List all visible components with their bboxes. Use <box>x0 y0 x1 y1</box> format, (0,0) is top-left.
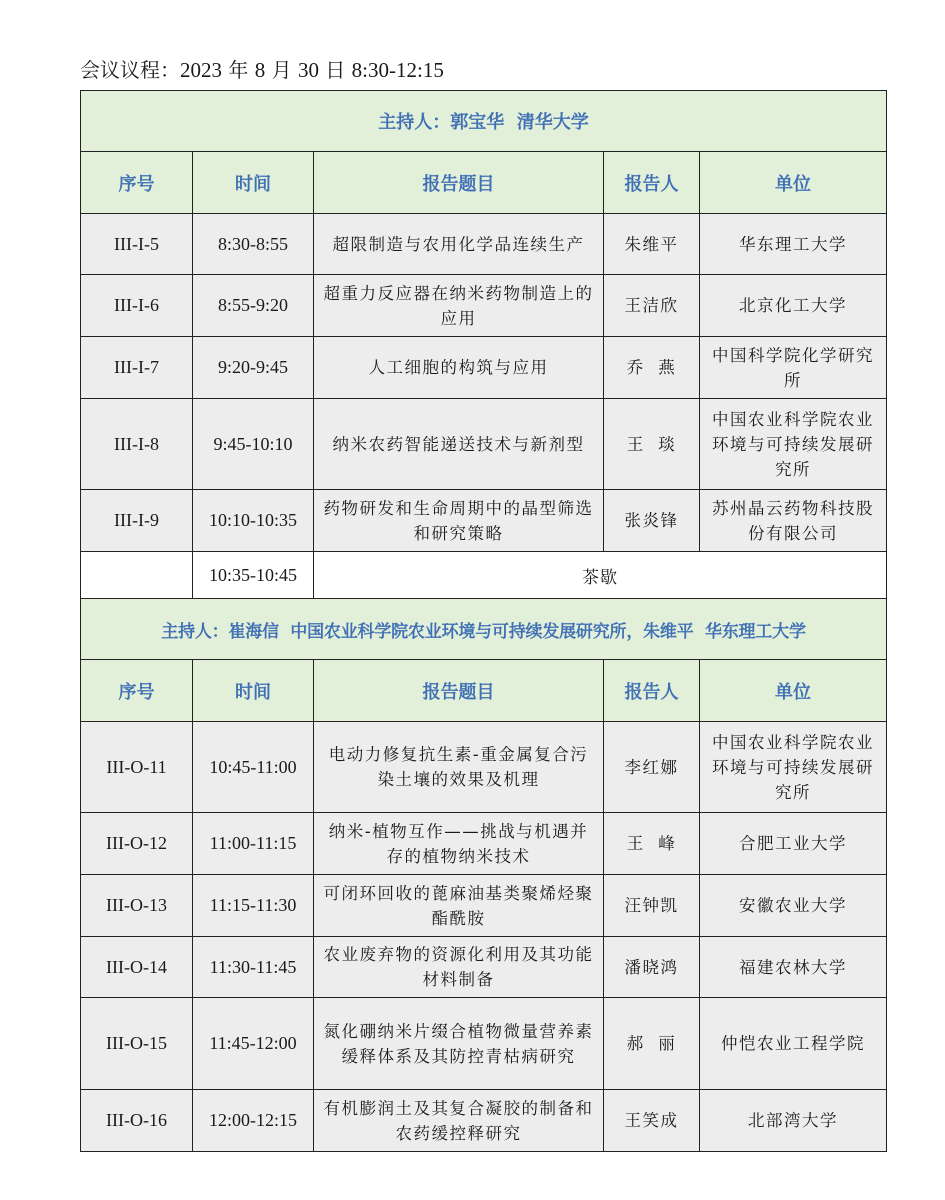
agenda-table <box>80 90 887 1152</box>
talk-id: III-I-6 <box>81 275 193 337</box>
talk-id: III-O-16 <box>81 1090 193 1152</box>
talk-speaker: 朱维平 <box>604 214 700 275</box>
talk-time: 11:15-11:30 <box>193 875 314 937</box>
talk-topic: 电动力修复抗生素-重金属复合污染土壤的效果及机理 <box>314 722 604 813</box>
talk-time: 12:00-12:15 <box>193 1090 314 1152</box>
talk-org: 苏州晶云药物科技股份有限公司 <box>700 490 887 552</box>
tea-break-row <box>81 552 887 599</box>
table-row <box>81 722 887 813</box>
talk-topic: 超重力反应器在纳米药物制造上的应用 <box>314 275 604 337</box>
session2-host: 主持人：崔海信 中国农业科学院农业环境与可持续发展研究所，朱维平 华东理工大学 <box>81 599 887 660</box>
talk-speaker: 汪钟凯 <box>604 875 700 937</box>
title-label: 会议议程： <box>80 58 180 82</box>
talk-time: 8:30-8:55 <box>193 214 314 275</box>
header-id: 序号 <box>81 152 193 214</box>
header-time: 时间 <box>193 660 314 722</box>
title-year: 2023 <box>180 58 222 82</box>
session2-header-row <box>81 660 887 722</box>
talk-id: III-O-13 <box>81 875 193 937</box>
title-day-unit: 日 <box>325 58 346 82</box>
talk-id: III-I-5 <box>81 214 193 275</box>
talk-time: 10:45-11:00 <box>193 722 314 813</box>
talk-time: 9:20-9:45 <box>193 337 314 399</box>
tea-break-label: 茶歇 <box>314 552 887 599</box>
header-org: 单位 <box>700 660 887 722</box>
talk-id: III-O-15 <box>81 998 193 1090</box>
talk-speaker: 郝 丽 <box>604 998 700 1090</box>
talk-time: 10:10-10:35 <box>193 490 314 552</box>
talk-topic: 农业废弃物的资源化利用及其功能材料制备 <box>314 937 604 998</box>
talk-speaker: 潘晓鸿 <box>604 937 700 998</box>
tea-break-blank <box>81 552 193 599</box>
talk-speaker: 张炎锋 <box>604 490 700 552</box>
tea-break-time: 10:35-10:45 <box>193 552 314 599</box>
talk-topic: 人工细胞的构筑与应用 <box>314 337 604 399</box>
table-row <box>81 275 887 337</box>
header-speaker: 报告人 <box>604 152 700 214</box>
talk-time: 11:30-11:45 <box>193 937 314 998</box>
talk-speaker: 李红娜 <box>604 722 700 813</box>
title-year-unit: 年 <box>228 58 249 82</box>
talk-topic: 可闭环回收的蓖麻油基类聚烯烃聚酯酰胺 <box>314 875 604 937</box>
table-row <box>81 490 887 552</box>
header-speaker: 报告人 <box>604 660 700 722</box>
talk-org: 福建农林大学 <box>700 937 887 998</box>
table-row <box>81 1090 887 1152</box>
header-time: 时间 <box>193 152 314 214</box>
title-month: 8 <box>254 58 266 82</box>
talk-time: 11:00-11:15 <box>193 813 314 875</box>
talk-topic: 氮化硼纳米片缀合植物微量营养素缓释体系及其防控青枯病研究 <box>314 998 604 1090</box>
talk-org: 中国农业科学院农业环境与可持续发展研究所 <box>700 722 887 813</box>
table-row <box>81 998 887 1090</box>
talk-id: III-O-14 <box>81 937 193 998</box>
title-month-unit: 月 <box>271 58 292 82</box>
talk-id: III-O-11 <box>81 722 193 813</box>
talk-speaker: 王笑成 <box>604 1090 700 1152</box>
page-title <box>80 54 444 83</box>
session1-host: 主持人：郭宝华 清华大学 <box>81 91 887 152</box>
talk-org: 仲恺农业工程学院 <box>700 998 887 1090</box>
table-row <box>81 399 887 490</box>
talk-org: 中国科学院化学研究所 <box>700 337 887 399</box>
session1-header-row <box>81 152 887 214</box>
title-time-range: 8:30-12:15 <box>351 58 444 82</box>
talk-time: 8:55-9:20 <box>193 275 314 337</box>
talk-speaker: 王 琰 <box>604 399 700 490</box>
talk-id: III-I-7 <box>81 337 193 399</box>
talk-id: III-O-12 <box>81 813 193 875</box>
talk-org: 北京化工大学 <box>700 275 887 337</box>
talk-topic: 有机膨润土及其复合凝胶的制备和农药缓控释研究 <box>314 1090 604 1152</box>
header-topic: 报告题目 <box>314 152 604 214</box>
talk-org: 华东理工大学 <box>700 214 887 275</box>
table-row <box>81 813 887 875</box>
title-day: 30 <box>297 58 319 82</box>
header-topic: 报告题目 <box>314 660 604 722</box>
table-row <box>81 214 887 275</box>
talk-topic: 纳米农药智能递送技术与新剂型 <box>314 399 604 490</box>
talk-topic: 药物研发和生命周期中的晶型筛选和研究策略 <box>314 490 604 552</box>
talk-topic: 纳米-植物互作——挑战与机遇并存的植物纳米技术 <box>314 813 604 875</box>
talk-id: III-I-9 <box>81 490 193 552</box>
talk-time: 9:45-10:10 <box>193 399 314 490</box>
header-id: 序号 <box>81 660 193 722</box>
table-row <box>81 937 887 998</box>
table-row <box>81 875 887 937</box>
session2-host-row <box>81 599 887 660</box>
talk-speaker: 王 峰 <box>604 813 700 875</box>
talk-org: 合肥工业大学 <box>700 813 887 875</box>
talk-time: 11:45-12:00 <box>193 998 314 1090</box>
header-org: 单位 <box>700 152 887 214</box>
talk-org: 安徽农业大学 <box>700 875 887 937</box>
table-row <box>81 337 887 399</box>
talk-org: 中国农业科学院农业环境与可持续发展研究所 <box>700 399 887 490</box>
talk-topic: 超限制造与农用化学品连续生产 <box>314 214 604 275</box>
session1-host-row <box>81 91 887 152</box>
talk-org: 北部湾大学 <box>700 1090 887 1152</box>
talk-speaker: 乔 燕 <box>604 337 700 399</box>
talk-id: III-I-8 <box>81 399 193 490</box>
talk-speaker: 王洁欣 <box>604 275 700 337</box>
